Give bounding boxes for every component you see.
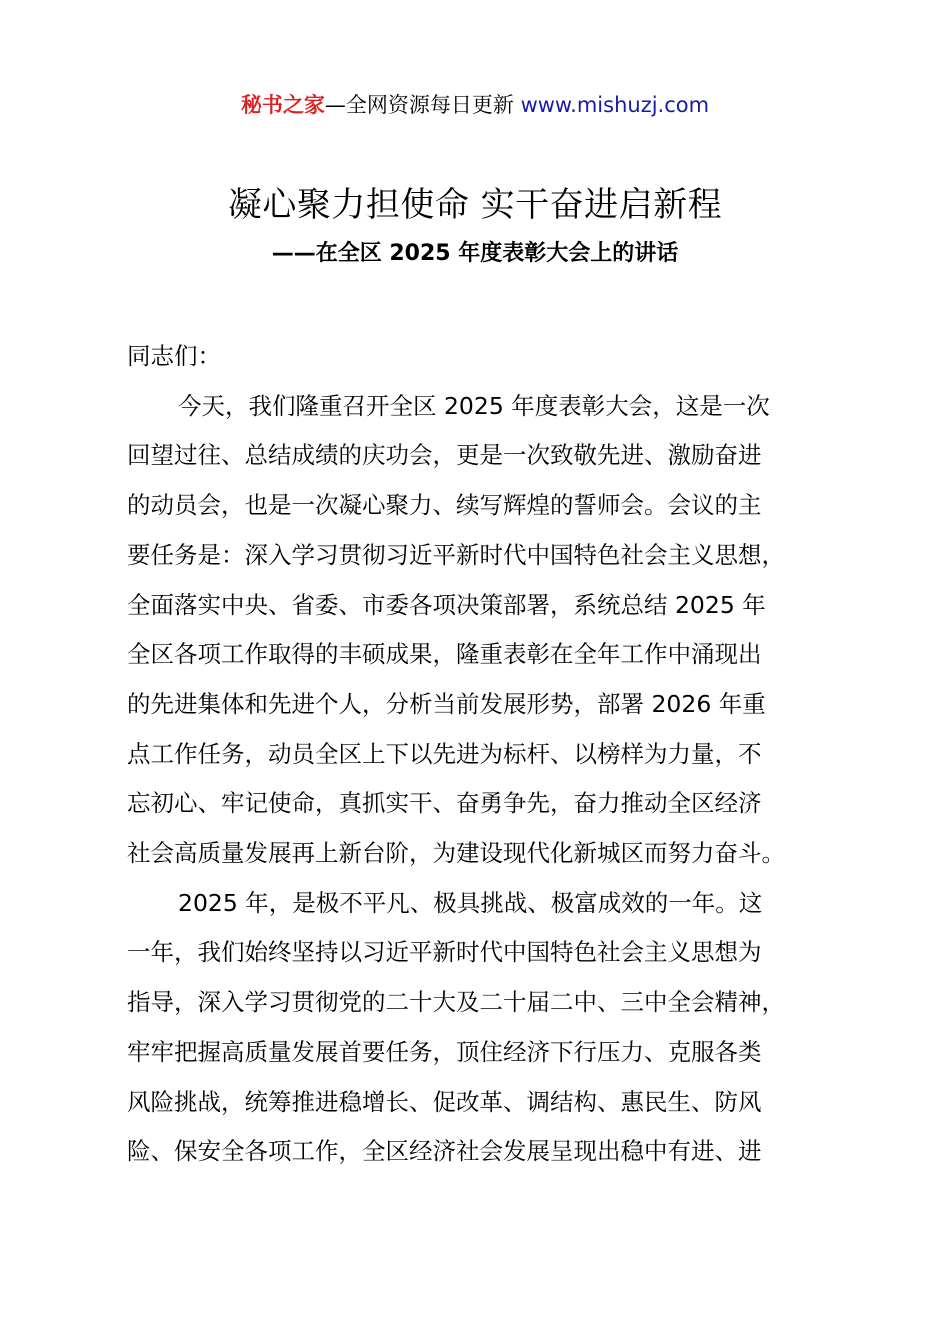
paragraph-line: 今天，我们隆重召开全区 2025 年度表彰大会，这是一次 [178,391,770,420]
paragraph-line: 全面落实中央、省委、市委各项决策部署，系统总结 2025 年 [127,590,766,619]
paragraph-line: 社会高质量发展再上新台阶，为建设现代化新城区而努力奋斗。 [127,839,785,868]
header-tagline: —全网资源每日更新 [324,93,521,117]
brand-name: 秘书之家 [240,93,325,117]
salutation [127,332,847,382]
document-title: 凝心聚力担使命 实干奋进启新程 [227,185,723,225]
paragraph-line: 的动员会，也是一次凝心聚力、续写辉煌的誓师会。会议的主 [127,491,762,520]
paragraph-line: 一年，我们始终坚持以习近平新时代中国特色社会主义思想为 [127,938,762,967]
paragraph-line: 点工作任务，动员全区上下以先进为标杆、以榜样为力量，不 [127,739,762,768]
site-url-link[interactable]: www.mishuzj.com [520,93,710,117]
paragraph-line: 牢牢把握高质量发展首要任务，顶住经济下行压力、克服各类 [127,1037,762,1066]
paragraph-line: 的先进集体和先进个人，分析当前发展形势，部署 2026 年重 [127,689,766,718]
site-header [0,88,950,122]
paragraph-line: 指导，深入学习贯彻党的二十大及二十届二中、三中全会精神， [127,988,785,1017]
paragraph-line: 险、保安全各项工作，全区经济社会发展呈现出稳中有进、进 [127,1137,762,1166]
paragraph-line: 要任务是：深入学习贯彻习近平新时代中国特色社会主义思想， [127,540,785,569]
paragraph-line: 2025 年，是极不平凡、极具挑战、极富成效的一年。这 [178,888,763,917]
paragraph-line: 全区各项工作取得的丰硕成果，隆重表彰在全年工作中涌现出 [127,640,762,669]
document-body [127,332,847,1177]
paragraph-line: 回望过往、总结成绩的庆功会，更是一次致敬先进、激励奋进 [127,441,762,470]
paragraph-line: 忘初心、牢记使命，真抓实干、奋勇争先，奋力推动全区经济 [127,789,762,818]
paragraph-2 [127,879,847,1177]
paragraph-line: 风险挑战，统筹推进稳增长、促改革、调结构、惠民生、防风 [127,1087,762,1116]
document-subtitle: ——在全区 2025 年度表彰大会上的讲话 [271,241,679,266]
salutation-line: 同志们： [127,342,221,370]
paragraph-1 [127,382,847,879]
